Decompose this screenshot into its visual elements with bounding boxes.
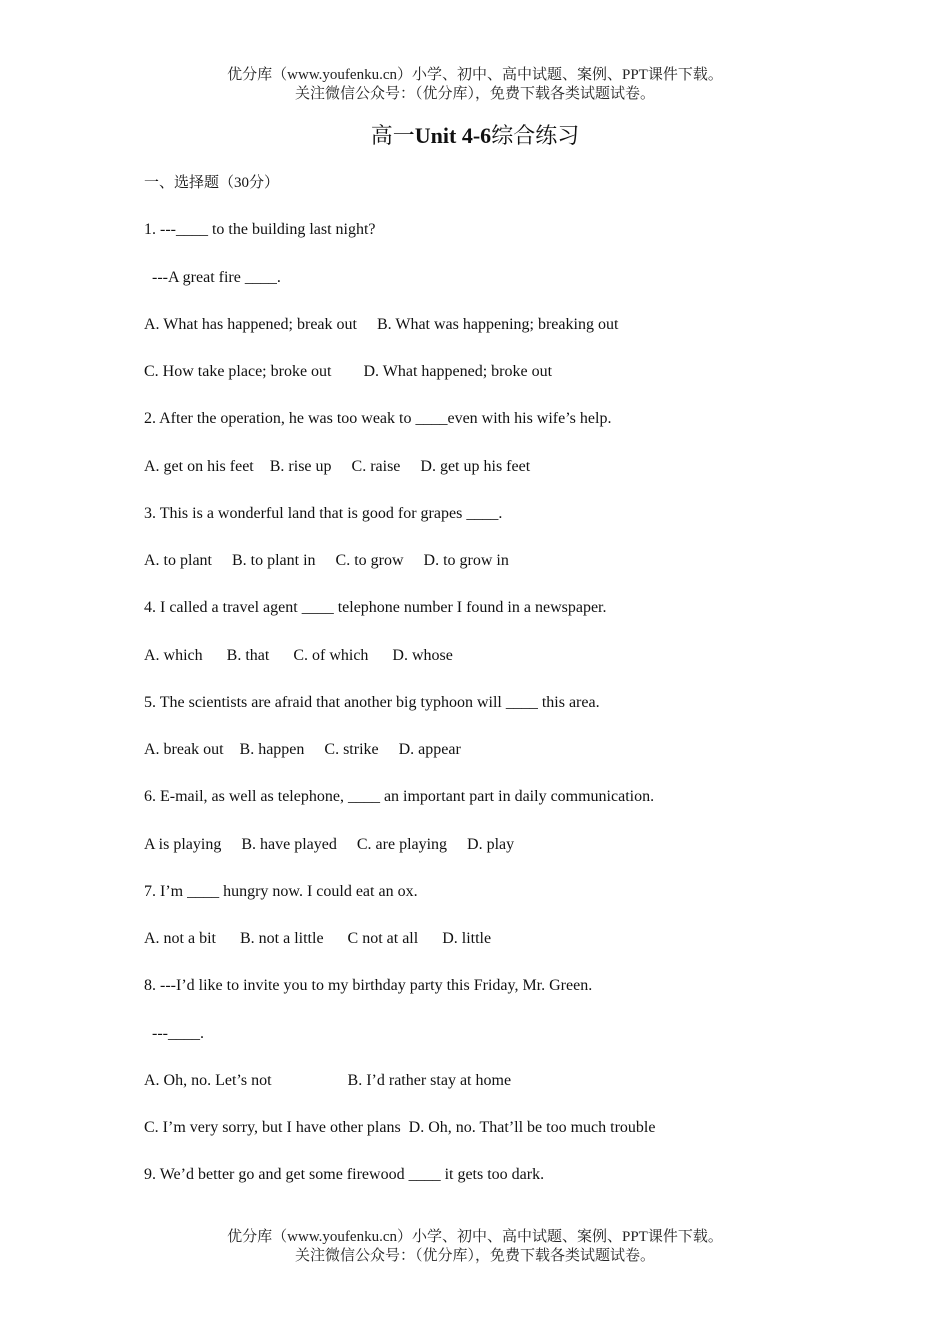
title-suffix: 综合练习 — [491, 123, 580, 148]
question-line: 8. ---I’d like to invite you to my birthday party this Friday, Mr. Green. — [144, 977, 593, 995]
document-title — [0, 122, 950, 150]
question-line: A. not a bit B. not a little C not at all D. little — [144, 930, 492, 947]
title-prefix: 高一 — [370, 123, 415, 148]
question-line: A. which B. that C. of which D. whose — [144, 646, 453, 664]
footer-line-1: 优分库（www.youfenku.cn）小学、初中、高中试题、案例、PPT课件下载。 — [227, 1229, 723, 1245]
section-heading: 一、选择题（30分） — [144, 175, 280, 191]
question-line: A. break out B. happen C. strike D. appear — [144, 741, 461, 758]
question-line: A. Oh, no. Let’s not B. I’d rather stay at home — [144, 1071, 512, 1089]
question-line: A. get on his feet B. rise up C. raise D. get up his feet — [144, 457, 531, 475]
question-line: C. How take place; broke out D. What happened; broke out — [144, 363, 553, 380]
question-line: 6. E-mail, as well as telephone, ____ an important part in daily communication. — [144, 788, 655, 806]
question-line: A is playing B. have played C. are playing D. play — [144, 835, 515, 853]
question-line: 3. This is a wonderful land that is good for grapes ____. — [144, 504, 503, 522]
question-list — [144, 172, 904, 1212]
question-line: A. What has happened; break out B. What was happening; breaking out — [144, 315, 619, 333]
footer-line-2: 关注微信公众号：（优分库），免费下载各类试题试卷。 — [294, 1248, 655, 1264]
question-line: ---A great fire ____. — [144, 268, 281, 286]
question-line: 5. The scientists are afraid that another big typhoon will ____ this area. — [144, 693, 600, 711]
question-line: 2. After the operation, he was too weak to ____even with his wife’s help. — [144, 410, 612, 428]
page-footer — [0, 1228, 950, 1266]
question-line: 7. I’m ____ hungry now. I could eat an ox. — [144, 882, 418, 900]
question-line: A. to plant B. to plant in C. to grow D. to grow in — [144, 552, 509, 569]
question-line: 9. We’d better go and get some firewood ____ it gets too dark. — [144, 1166, 545, 1184]
question-line: 4. I called a travel agent ____ telephone number I found in a newspaper. — [144, 599, 607, 617]
header-line-2: 关注微信公众号：（优分库），免费下载各类试题试卷。 — [294, 86, 655, 102]
title-unit: Unit 4-6 — [414, 123, 492, 148]
question-line: C. I’m very sorry, but I have other plans D. Oh, no. That’ll be too much trouble — [144, 1119, 656, 1136]
page-header — [0, 66, 950, 104]
question-line: ---____. — [144, 1024, 204, 1042]
question-line: 1. ---____ to the building last night? — [144, 221, 376, 239]
header-line-1: 优分库（www.youfenku.cn）小学、初中、高中试题、案例、PPT课件下载。 — [227, 67, 723, 83]
